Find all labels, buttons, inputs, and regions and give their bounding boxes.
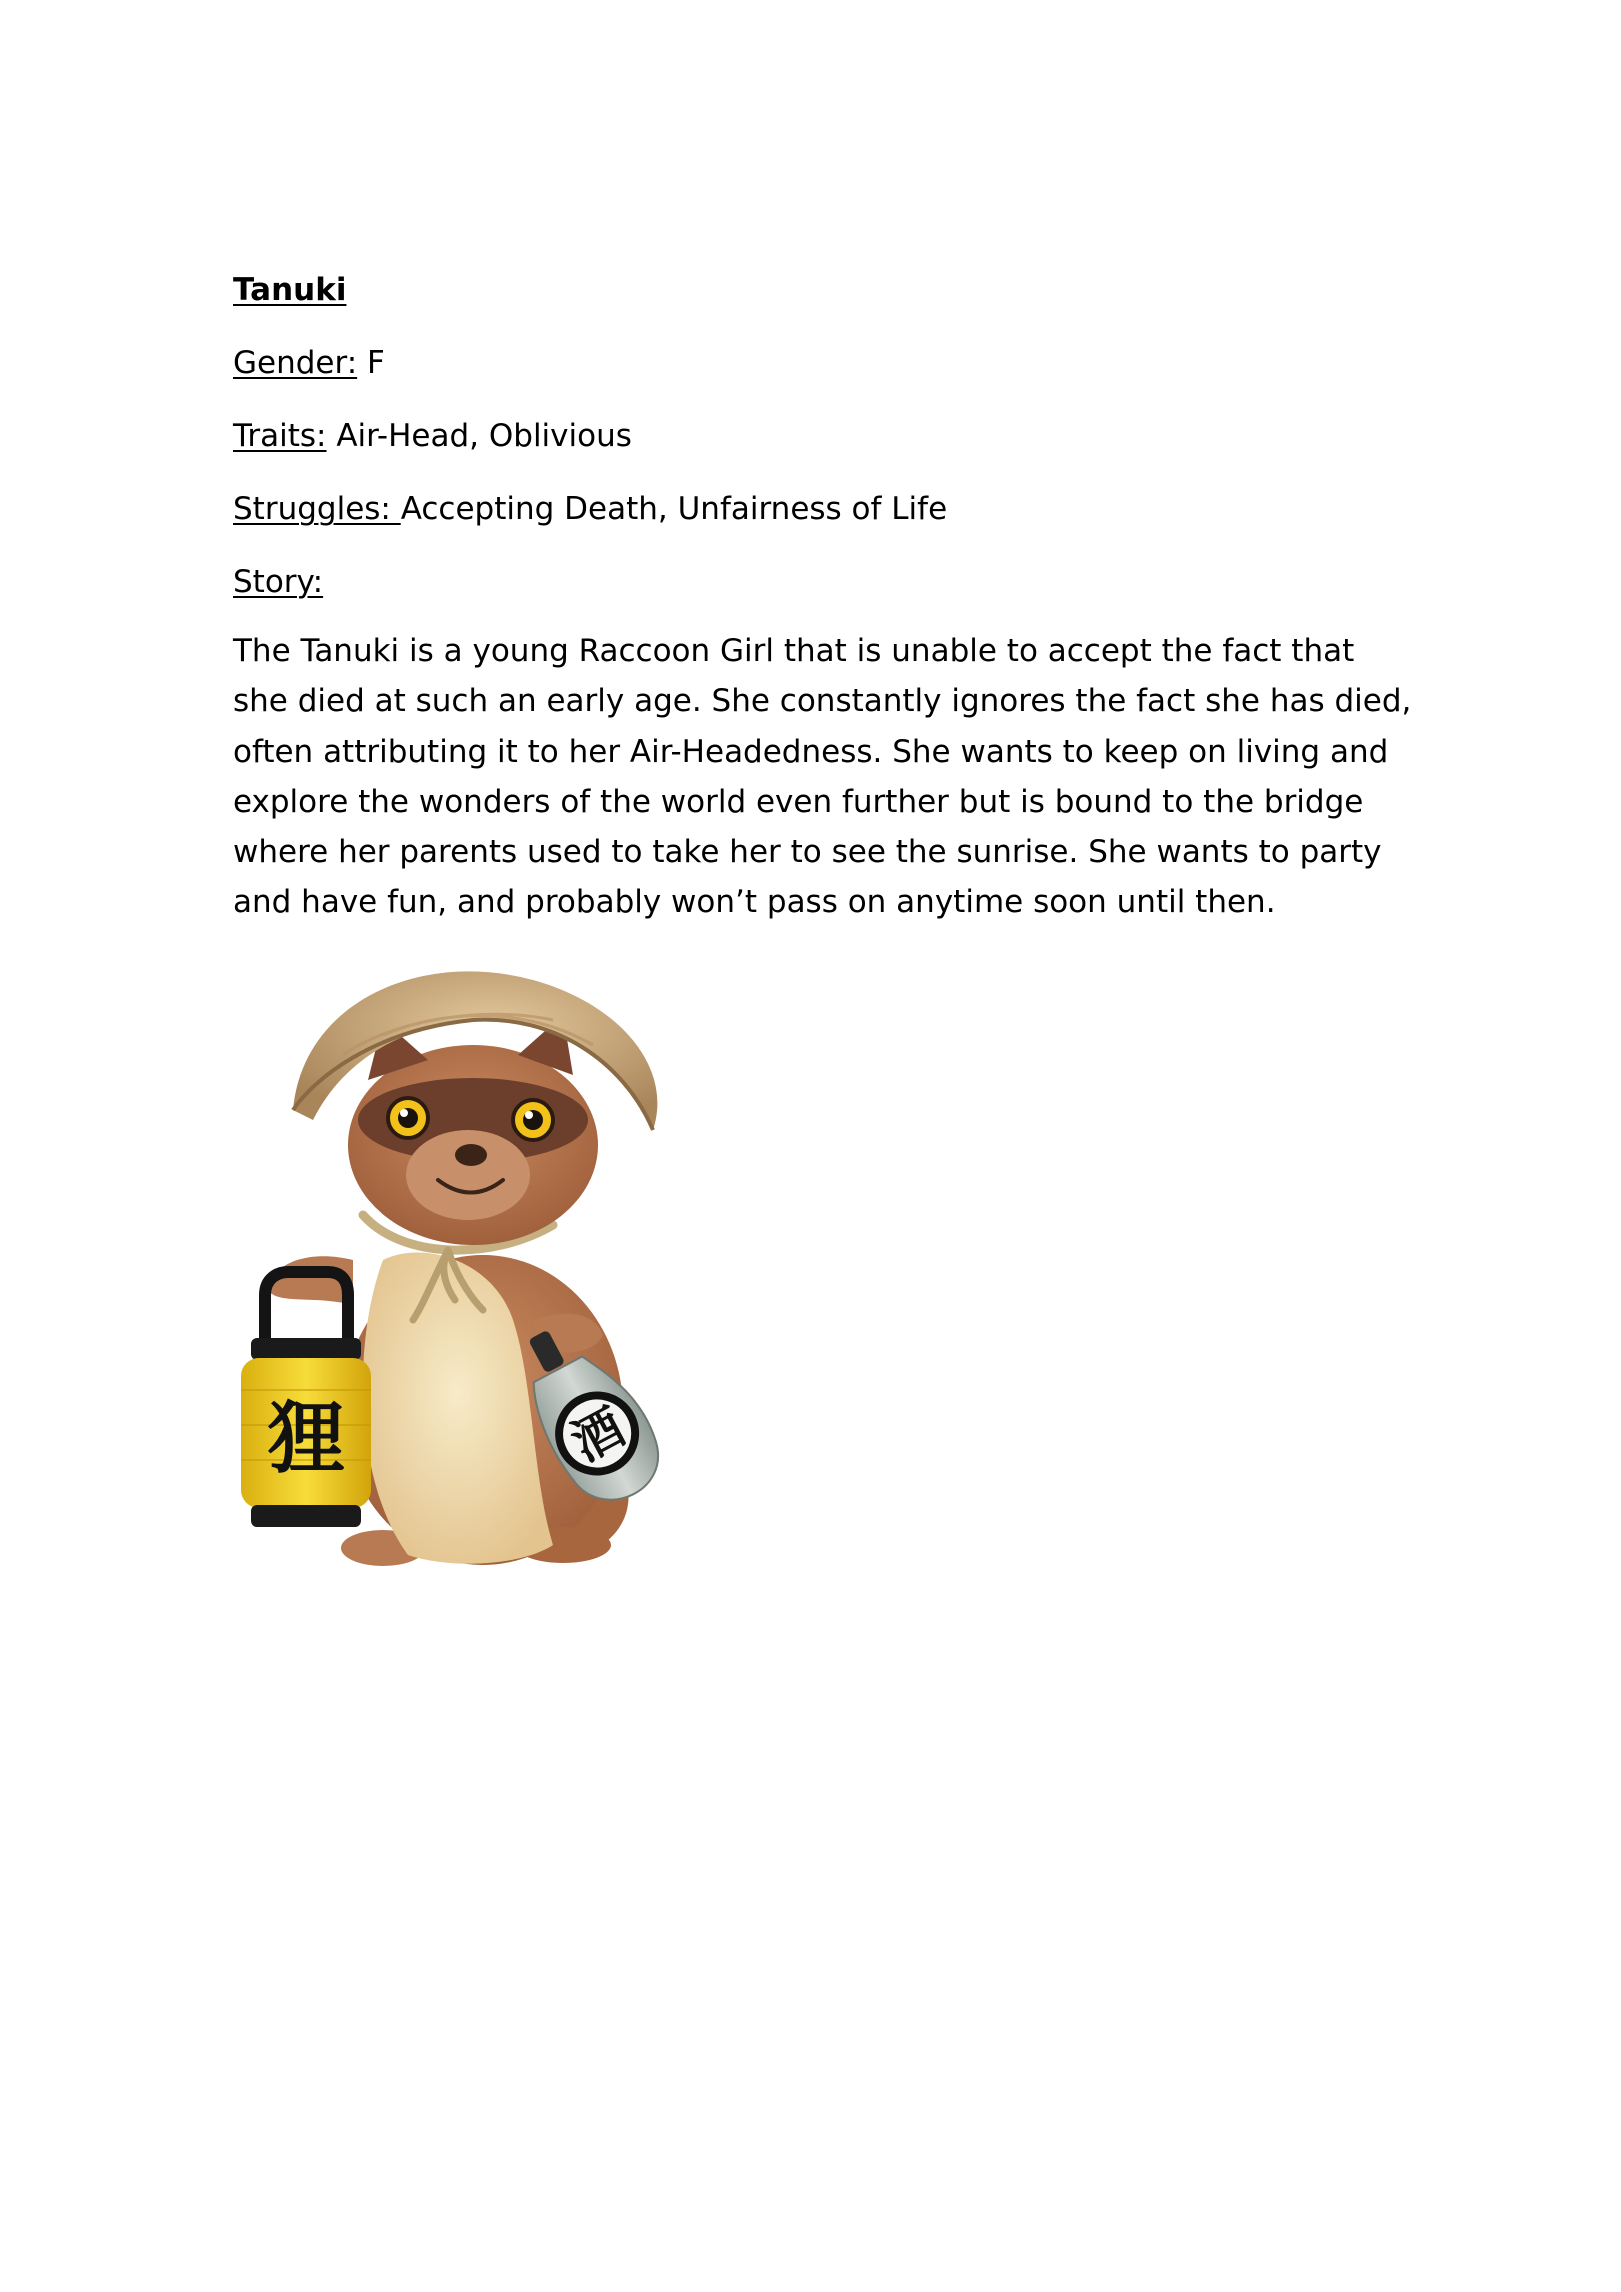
lantern-top-cap	[251, 1338, 361, 1360]
story-line: and have fun, and probably won’t pass on anytime soon until then.	[233, 884, 1276, 921]
lantern-glyph: 狸	[266, 1394, 346, 1484]
story-line: The Tanuki is a young Raccoon Girl that is unable to accept the fact that	[233, 633, 1355, 669]
gender-label: Gender:	[233, 345, 358, 381]
lantern-bottom-cap	[251, 1505, 361, 1527]
struggles-value: Accepting Death, Unfairness of Life	[400, 491, 948, 527]
bottle-glyph: 酒	[562, 1397, 634, 1473]
title-text: Tanuki	[233, 272, 347, 308]
struggles-field	[233, 487, 1413, 531]
story-line: often attributing it to her Air-Headedness. She wants to keep on living and	[233, 733, 1389, 770]
traits-field	[233, 414, 1413, 458]
story-label: Story:	[233, 564, 324, 600]
story-line: she died at such an early age. She constantly ignores the fact she has died,	[233, 683, 1412, 720]
story-line: where her parents used to take her to see the sunrise. She wants to party	[233, 834, 1382, 871]
tanuki-figurine-image	[233, 960, 703, 1570]
story-line: explore the wonders of the world even further but is bound to the bridge	[233, 783, 1364, 820]
story-field	[233, 560, 1413, 604]
traits-label: Traits:	[233, 418, 327, 454]
struggles-label: Struggles:	[233, 491, 401, 527]
nose	[455, 1144, 487, 1166]
muzzle	[406, 1130, 530, 1220]
gender-field	[233, 341, 1413, 385]
character-title	[233, 268, 1413, 312]
document-body	[233, 268, 1413, 928]
story-paragraph	[233, 626, 1413, 928]
gender-value: F	[357, 345, 385, 381]
traits-value: Air-Head, Oblivious	[326, 418, 632, 454]
